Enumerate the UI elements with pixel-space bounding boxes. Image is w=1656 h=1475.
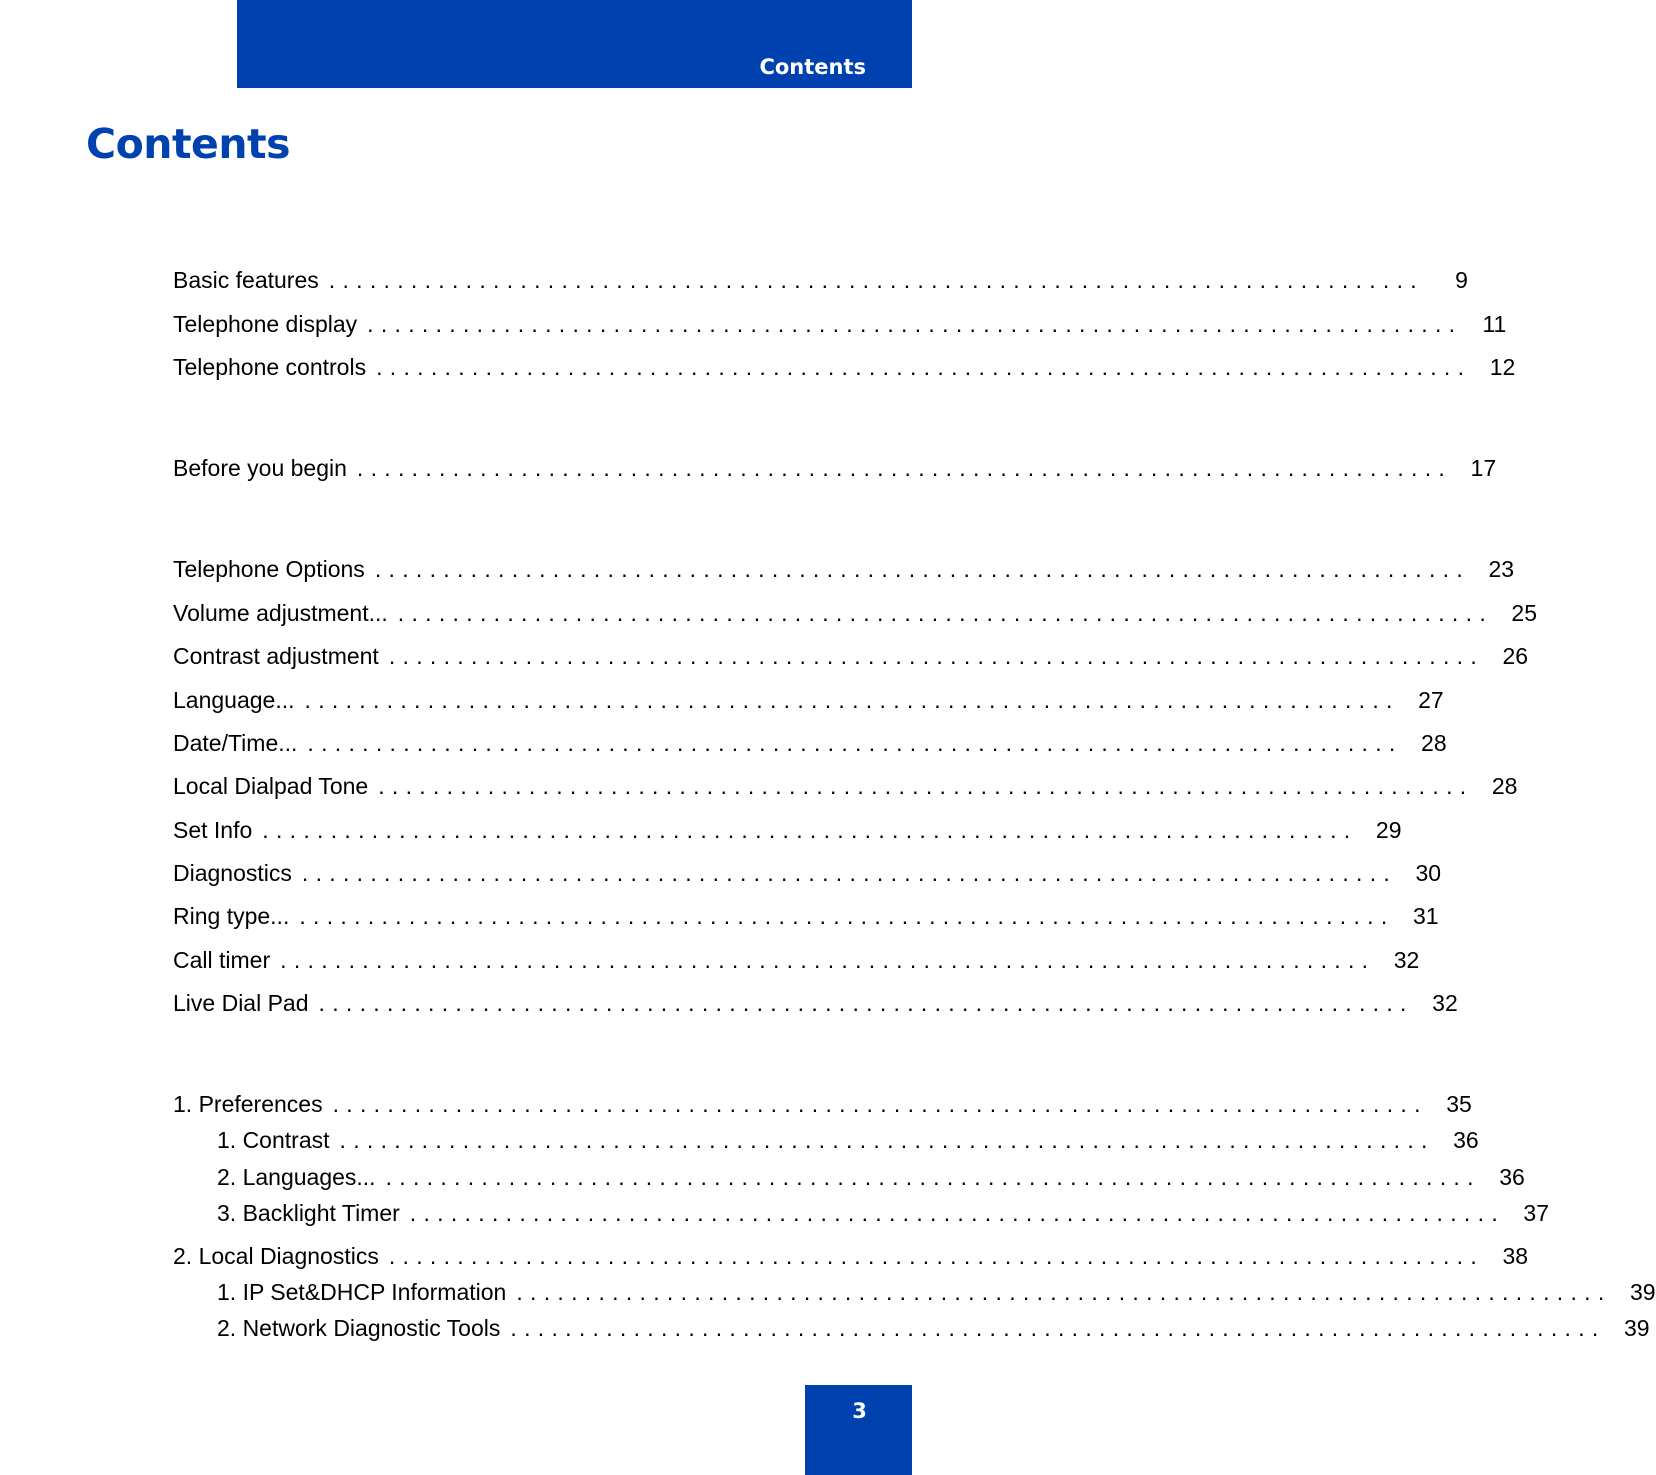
page-number-box — [805, 1385, 912, 1475]
toc-entry-page: 23 — [1488, 556, 1515, 582]
dot-leader: ................................................................................ — [318, 990, 1414, 1016]
toc-entry[interactable] — [217, 1159, 1525, 1191]
toc-entry-page: 12 — [1489, 354, 1516, 380]
dot-leader: ................................................................................ — [388, 643, 1485, 669]
header-section-label: Contents — [759, 55, 866, 79]
toc-entry-page: 25 — [1511, 600, 1538, 626]
toc-entry-title: Local Dialpad Tone — [173, 773, 369, 799]
toc-entry[interactable] — [173, 638, 1529, 670]
toc-entry[interactable] — [173, 768, 1518, 800]
toc-entry-page: 36 — [1499, 1164, 1525, 1190]
toc-entry[interactable] — [217, 1274, 1656, 1306]
dot-leader: ................................................................................ — [304, 687, 1400, 713]
toc-entry-page: 39 — [1629, 1279, 1656, 1305]
toc-entry-page: 26 — [1502, 643, 1529, 669]
dot-leader: ................................................................................ — [516, 1279, 1612, 1305]
toc-entry[interactable] — [173, 725, 1447, 757]
dot-leader: ................................................................................ — [374, 556, 1471, 582]
toc-entry-page: 28 — [1491, 773, 1518, 799]
toc-entry[interactable] — [173, 812, 1402, 844]
toc-entry-title: Date/Time... — [173, 730, 298, 756]
dot-leader: ................................................................................ — [385, 1164, 1481, 1190]
toc-entry-title: Telephone Options — [173, 556, 365, 582]
dot-leader: ................................................................................ — [339, 1127, 1435, 1153]
toc-entry-title: Volume adjustment... — [173, 600, 388, 626]
toc-entry-title: Basic features — [173, 267, 319, 293]
dot-leader: ................................................................................ — [510, 1315, 1606, 1341]
toc-entry-title: Call timer — [173, 947, 271, 973]
dot-leader: ................................................................................ — [409, 1200, 1506, 1226]
dot-leader: ................................................................................ — [367, 311, 1463, 337]
toc-entry-title: Ring type... — [173, 903, 290, 929]
toc-entry-title: Contrast adjustment — [173, 643, 379, 669]
toc-entry-page: 37 — [1523, 1200, 1550, 1226]
toc-entry-page: 39 — [1624, 1315, 1650, 1341]
toc-entry[interactable] — [173, 898, 1439, 930]
toc-entry-page: 28 — [1421, 730, 1447, 756]
page-title: Contents — [86, 120, 291, 168]
toc-entry[interactable] — [173, 1238, 1529, 1270]
dot-leader: ................................................................................ — [301, 860, 1398, 886]
toc-entry[interactable] — [217, 1310, 1650, 1342]
toc-entry[interactable] — [173, 262, 1468, 294]
dot-leader: ................................................................................ — [397, 600, 1494, 626]
toc-entry-page: 31 — [1412, 903, 1439, 929]
toc-entry-page: 32 — [1393, 947, 1420, 973]
toc-entry[interactable] — [173, 306, 1507, 338]
toc-entry[interactable] — [217, 1122, 1479, 1154]
toc-entry[interactable] — [173, 682, 1444, 714]
dot-leader: ................................................................................ — [262, 817, 1358, 843]
toc-entry[interactable] — [173, 1086, 1472, 1118]
toc-entry[interactable] — [217, 1195, 1550, 1227]
toc-entry-title: Set Info — [173, 817, 253, 843]
toc-entry-page: 32 — [1432, 990, 1458, 1016]
dot-leader: ................................................................................ — [307, 730, 1403, 756]
dot-leader: ................................................................................ — [378, 773, 1474, 799]
dot-leader: ................................................................................ — [356, 455, 1453, 481]
toc-entry-title: 1. IP Set&DHCP Information — [217, 1279, 507, 1305]
toc-entry-title: 1. Contrast — [217, 1127, 330, 1153]
toc-entry-page: 17 — [1470, 455, 1497, 481]
dot-leader: ................................................................................ — [299, 903, 1395, 929]
page-number: 3 — [852, 1399, 867, 1423]
toc-entry[interactable] — [173, 551, 1515, 583]
toc-entry-page: 35 — [1446, 1091, 1472, 1117]
toc-entry-page: 30 — [1415, 860, 1442, 886]
dot-leader: ................................................................................ — [376, 354, 1472, 380]
toc-entry-title: Before you begin — [173, 455, 347, 481]
toc-entry-page: 9 — [1455, 267, 1468, 293]
toc-entry-page: 29 — [1375, 817, 1402, 843]
toc-entry-title: 1. Preferences — [173, 1091, 323, 1117]
toc-entry-page: 38 — [1502, 1243, 1529, 1269]
toc-entry-title: 3. Backlight Timer — [217, 1200, 400, 1226]
toc-entry-title: 2. Local Diagnostics — [173, 1243, 379, 1269]
dot-leader: ................................................................................ — [332, 1091, 1428, 1117]
dot-leader: ................................................................................ — [328, 267, 1424, 293]
toc-entry-page: 11 — [1482, 311, 1507, 337]
toc-entry-page: 36 — [1453, 1127, 1479, 1153]
toc-entry-title: Live Dial Pad — [173, 990, 309, 1016]
toc-entry-title: Diagnostics — [173, 860, 292, 886]
toc-entry-title: 2. Languages... — [217, 1164, 376, 1190]
toc-entry-title: Telephone display — [173, 311, 358, 337]
toc-entry-title: 2. Network Diagnostic Tools — [217, 1315, 501, 1341]
dot-leader: ................................................................................ — [388, 1243, 1485, 1269]
toc-entry-title: Language... — [173, 687, 295, 713]
dot-leader: ................................................................................ — [280, 947, 1376, 973]
toc-entry-title: Telephone controls — [173, 354, 367, 380]
toc-entry[interactable] — [173, 855, 1442, 887]
toc-entry[interactable] — [173, 595, 1538, 627]
toc-entry[interactable] — [173, 985, 1458, 1017]
toc-entry[interactable] — [173, 349, 1516, 381]
toc-entry[interactable] — [173, 942, 1420, 974]
toc-entry[interactable] — [173, 450, 1497, 482]
toc-entry-page: 27 — [1418, 687, 1444, 713]
